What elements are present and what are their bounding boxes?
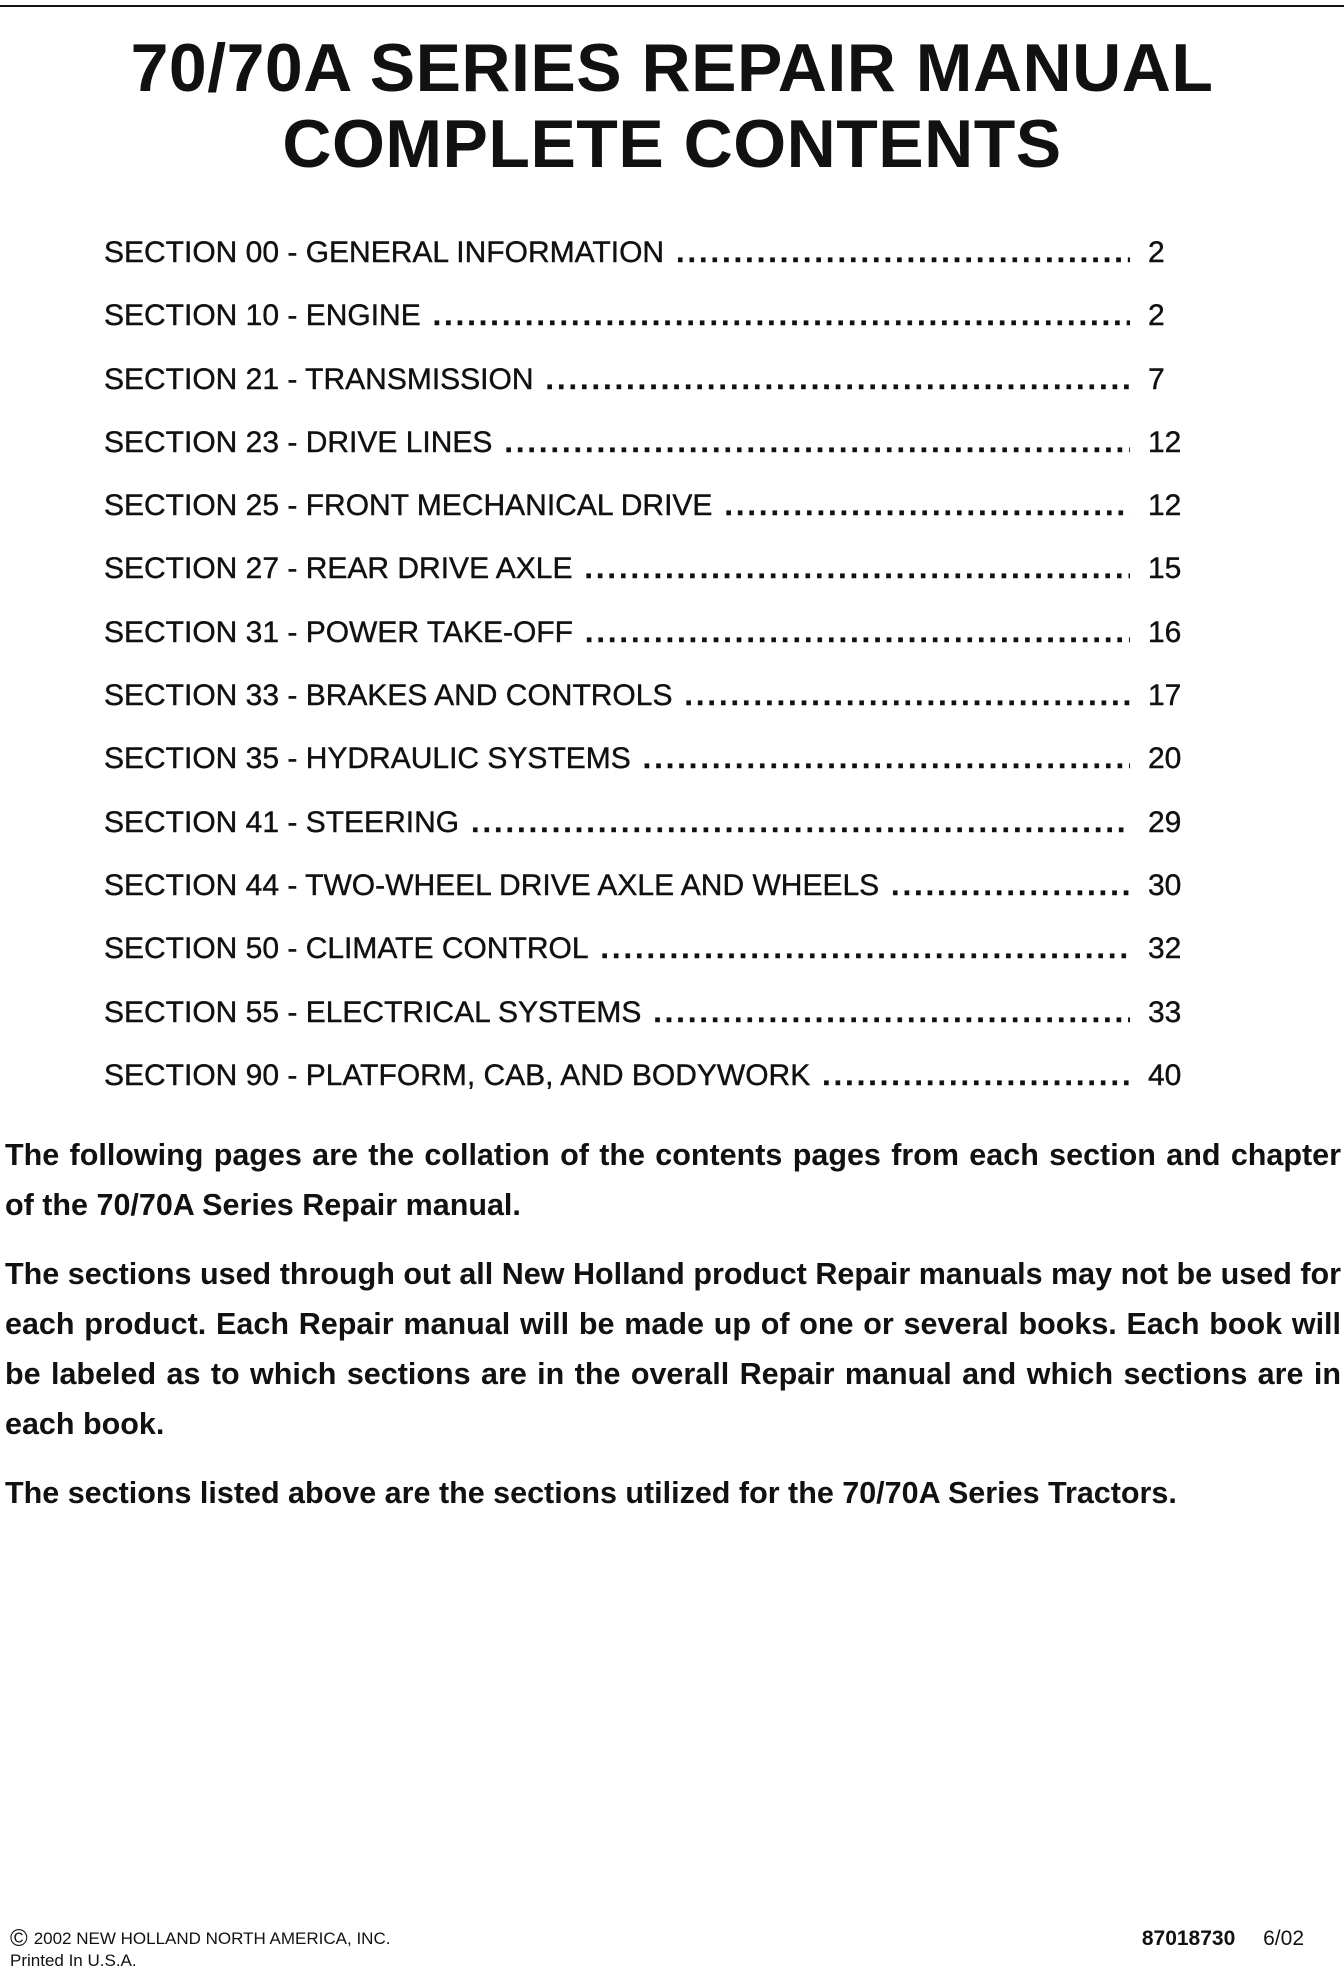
document-number: 87018730: [1141, 1927, 1236, 1950]
title-line-1: 70/70A SERIES REPAIR MANUAL: [130, 30, 1214, 106]
toc-item-label: SECTION 50 - CLIMATE CONTROL: [104, 932, 589, 966]
toc-item[interactable]: [104, 426, 1204, 489]
toc-dot-leader: [891, 869, 1130, 903]
toc-item[interactable]: [104, 552, 1204, 615]
toc-dot-leader: [504, 426, 1130, 460]
table-of-contents: [104, 236, 1204, 1122]
toc-item-page: 30: [1148, 868, 1182, 902]
copyright-text: 2002 NEW HOLLAND NORTH AMERICA, INC.: [33, 1929, 391, 1948]
toc-item-label: SECTION 10 - ENGINE: [104, 299, 421, 333]
body-text: [5, 1130, 1341, 1537]
toc-item-label: SECTION 27 - REAR DRIVE AXLE: [104, 552, 573, 586]
toc-item[interactable]: [104, 1059, 1204, 1122]
toc-item-label: SECTION 55 - ELECTRICAL SYSTEMS: [104, 995, 642, 1029]
copyright-line: [10, 1925, 391, 1952]
toc-item-page: 2: [1148, 236, 1165, 269]
toc-item-label: SECTION 41 - STEERING: [104, 805, 460, 839]
toc-item-page: 2: [1148, 299, 1165, 333]
toc-item[interactable]: [104, 996, 1204, 1059]
toc-item-label: SECTION 25 - FRONT MECHANICAL DRIVE: [104, 489, 713, 523]
paragraph-sections-listed: The sections listed above are the sections utilized for the 70/70A Series Tractors.: [5, 1476, 1177, 1510]
toc-item[interactable]: [104, 932, 1204, 995]
page-title: [0, 30, 1344, 182]
footer-right: [1142, 1928, 1304, 1950]
toc-dot-leader: [584, 552, 1130, 586]
toc-item[interactable]: [104, 616, 1204, 679]
toc-item[interactable]: [104, 489, 1204, 552]
toc-item-page: 15: [1148, 552, 1182, 586]
toc-item[interactable]: [104, 299, 1204, 362]
toc-item-label: SECTION 33 - BRAKES AND CONTROLS: [104, 679, 673, 713]
toc-item-page: 40: [1148, 1058, 1182, 1092]
toc-dot-leader: [724, 489, 1130, 523]
toc-dot-leader: [601, 932, 1130, 966]
toc-item-page: 20: [1148, 742, 1182, 776]
toc-dot-leader: [822, 1059, 1130, 1093]
toc-item[interactable]: [104, 869, 1204, 932]
toc-item-page: 32: [1148, 932, 1182, 966]
toc-item-page: 7: [1148, 362, 1165, 396]
toc-item-page: 12: [1148, 425, 1182, 459]
toc-item[interactable]: [104, 236, 1204, 299]
footer-left: [10, 1925, 391, 1972]
toc-dot-leader: [643, 742, 1130, 776]
copyright-icon: ©: [10, 1925, 28, 1952]
top-rule: [0, 5, 1344, 7]
toc-item[interactable]: [104, 679, 1204, 742]
document-date: 6/02: [1263, 1927, 1304, 1950]
toc-item-page: 29: [1148, 805, 1182, 839]
toc-item-label: SECTION 44 - TWO-WHEEL DRIVE AXLE AND WHEELS: [104, 868, 880, 902]
toc-item-label: SECTION 35 - HYDRAULIC SYSTEMS: [104, 742, 631, 776]
toc-dot-leader: [653, 996, 1130, 1030]
toc-item-label: SECTION 23 - DRIVE LINES: [104, 425, 493, 459]
toc-item[interactable]: [104, 806, 1204, 869]
toc-dot-leader: [676, 236, 1130, 270]
toc-item-label: SECTION 90 - PLATFORM, CAB, AND BODYWORK: [104, 1058, 811, 1092]
toc-item[interactable]: [104, 742, 1204, 805]
paragraph-collation: The following pages are the collation of the contents pages from each section and chapter of the 70/70A Series Repair manual.: [5, 1138, 1341, 1222]
toc-item-label: SECTION 31 - POWER TAKE-OFF: [104, 615, 573, 649]
printed-in-text: Printed In U.S.A.: [10, 1951, 137, 1970]
toc-item-page: 16: [1148, 615, 1182, 649]
toc-dot-leader: [471, 806, 1130, 840]
toc-item[interactable]: [104, 363, 1204, 426]
title-line-2: COMPLETE CONTENTS: [282, 106, 1062, 182]
toc-item-page: 12: [1148, 489, 1182, 523]
toc-item-page: 33: [1148, 995, 1182, 1029]
toc-item-label: SECTION 21 - TRANSMISSION: [104, 362, 534, 396]
toc-dot-leader: [585, 616, 1130, 650]
toc-item-page: 17: [1148, 679, 1182, 713]
paragraph-sections-usage: The sections used through out all New Holland product Repair manuals may not be used for each product. Each Repair manual will be made up of one or several books. Each book will be labeled as to which sections are in the overall Repair manual and which sections are in each book.: [5, 1257, 1341, 1441]
toc-dot-leader: [684, 679, 1130, 713]
toc-dot-leader: [546, 363, 1130, 397]
toc-item-label: SECTION 00 - GENERAL INFORMATION: [104, 236, 665, 269]
toc-dot-leader: [433, 299, 1130, 333]
